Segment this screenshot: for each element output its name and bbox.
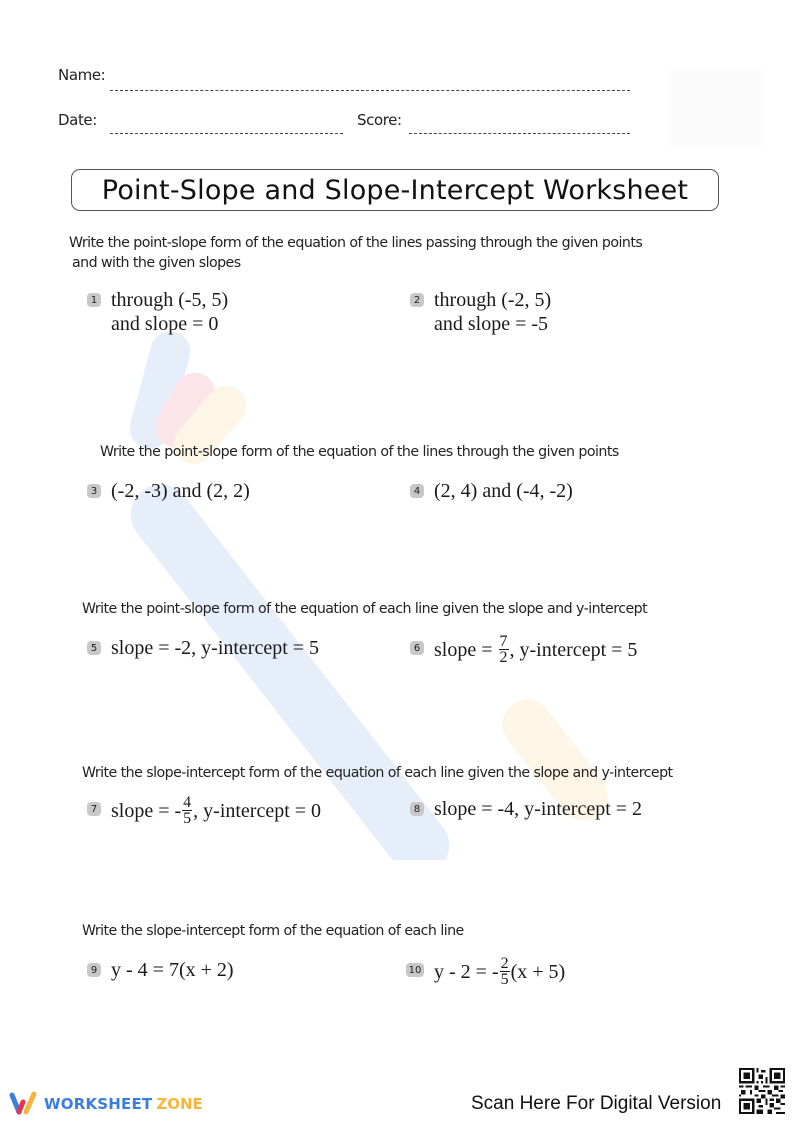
question-2 (410, 288, 551, 336)
question-1 (87, 288, 228, 336)
name-label: Name: (58, 66, 106, 84)
question-1-line1: through (-5, 5) (111, 289, 229, 311)
question-3 (87, 479, 250, 503)
question-7 (87, 794, 322, 828)
instruction-3: Write the point-slope form of the equation of each line given the slope and y-intercept (82, 601, 648, 617)
question-5 (87, 636, 319, 660)
question-1-line2: and slope = 0 (111, 313, 219, 335)
faint-box (669, 69, 763, 147)
fraction-numerator: 4 (183, 794, 192, 811)
question-8 (410, 797, 642, 821)
brand-name-part2: ZONE (156, 1095, 203, 1113)
fraction (500, 956, 510, 987)
question-10-text (434, 955, 566, 989)
question-6 (410, 633, 638, 667)
scan-text: Scan Here For Digital Version (471, 1093, 722, 1114)
page-title: Point-Slope and Slope-Intercept Worksheet (101, 174, 689, 206)
fraction-denominator: 5 (183, 810, 192, 827)
question-7-suffix: , y-intercept = 0 (193, 800, 322, 823)
title-box (71, 169, 719, 211)
qr-code-icon[interactable] (739, 1068, 785, 1114)
brand-name-part1: WORKSHEET (44, 1095, 153, 1113)
instruction-2: Write the point-slope form of the equation of the lines through the given points (100, 444, 619, 460)
question-number-badge: 4 (410, 484, 424, 498)
instruction-5: Write the slope-intercept form of the equation of each line (82, 923, 464, 939)
question-7-prefix: slope = - (111, 800, 182, 823)
instruction-1 (69, 233, 642, 273)
question-10 (406, 955, 566, 989)
fraction-numerator: 7 (499, 633, 508, 650)
worksheet-zone-logo-icon (8, 1091, 38, 1117)
date-field[interactable] (110, 133, 343, 134)
question-10-suffix: (x + 5) (510, 961, 566, 984)
question-number-badge: 2 (410, 293, 424, 307)
question-number-badge: 9 (87, 963, 101, 977)
question-2-line1: through (-2, 5) (434, 289, 552, 311)
question-7-text (111, 794, 322, 828)
question-6-text (434, 633, 638, 667)
question-number-badge: 1 (87, 293, 101, 307)
name-field[interactable] (110, 90, 630, 91)
question-3-text: (-2, -3) and (2, 2) (111, 480, 250, 502)
fraction-denominator: 2 (499, 649, 508, 666)
question-4 (410, 479, 573, 503)
question-number-badge: 6 (410, 641, 424, 655)
instruction-1-line1: Write the point-slope form of the equation of the lines passing through the given points (69, 235, 643, 251)
instruction-4: Write the slope-intercept form of the equation of each line given the slope and y-intercept (82, 765, 673, 781)
question-10-prefix: y - 2 = - (434, 961, 499, 984)
question-number-badge: 7 (87, 802, 101, 816)
question-number-badge: 5 (87, 641, 101, 655)
date-label: Date: (58, 111, 97, 129)
question-4-text: (2, 4) and (-4, -2) (434, 480, 573, 502)
question-number-badge: 3 (87, 484, 101, 498)
fraction (499, 634, 509, 665)
fraction-denominator: 5 (500, 971, 509, 988)
question-number-badge: 8 (410, 802, 424, 816)
question-6-suffix: , y-intercept = 5 (509, 639, 638, 662)
question-9 (87, 958, 234, 982)
question-9-text: y - 4 = 7(x + 2) (111, 959, 234, 981)
question-8-text: slope = -4, y-intercept = 2 (434, 798, 643, 820)
fraction (182, 795, 192, 826)
question-2-line2: and slope = -5 (434, 313, 549, 335)
score-label: Score: (357, 111, 402, 129)
fraction-numerator: 2 (500, 955, 509, 972)
question-6-prefix: slope = (434, 639, 498, 662)
score-field[interactable] (409, 133, 630, 134)
question-5-text: slope = -2, y-intercept = 5 (111, 637, 320, 659)
instruction-1-line2: and with the given slopes (72, 255, 241, 271)
brand-logo[interactable] (8, 1091, 203, 1117)
question-number-badge: 10 (406, 963, 424, 977)
